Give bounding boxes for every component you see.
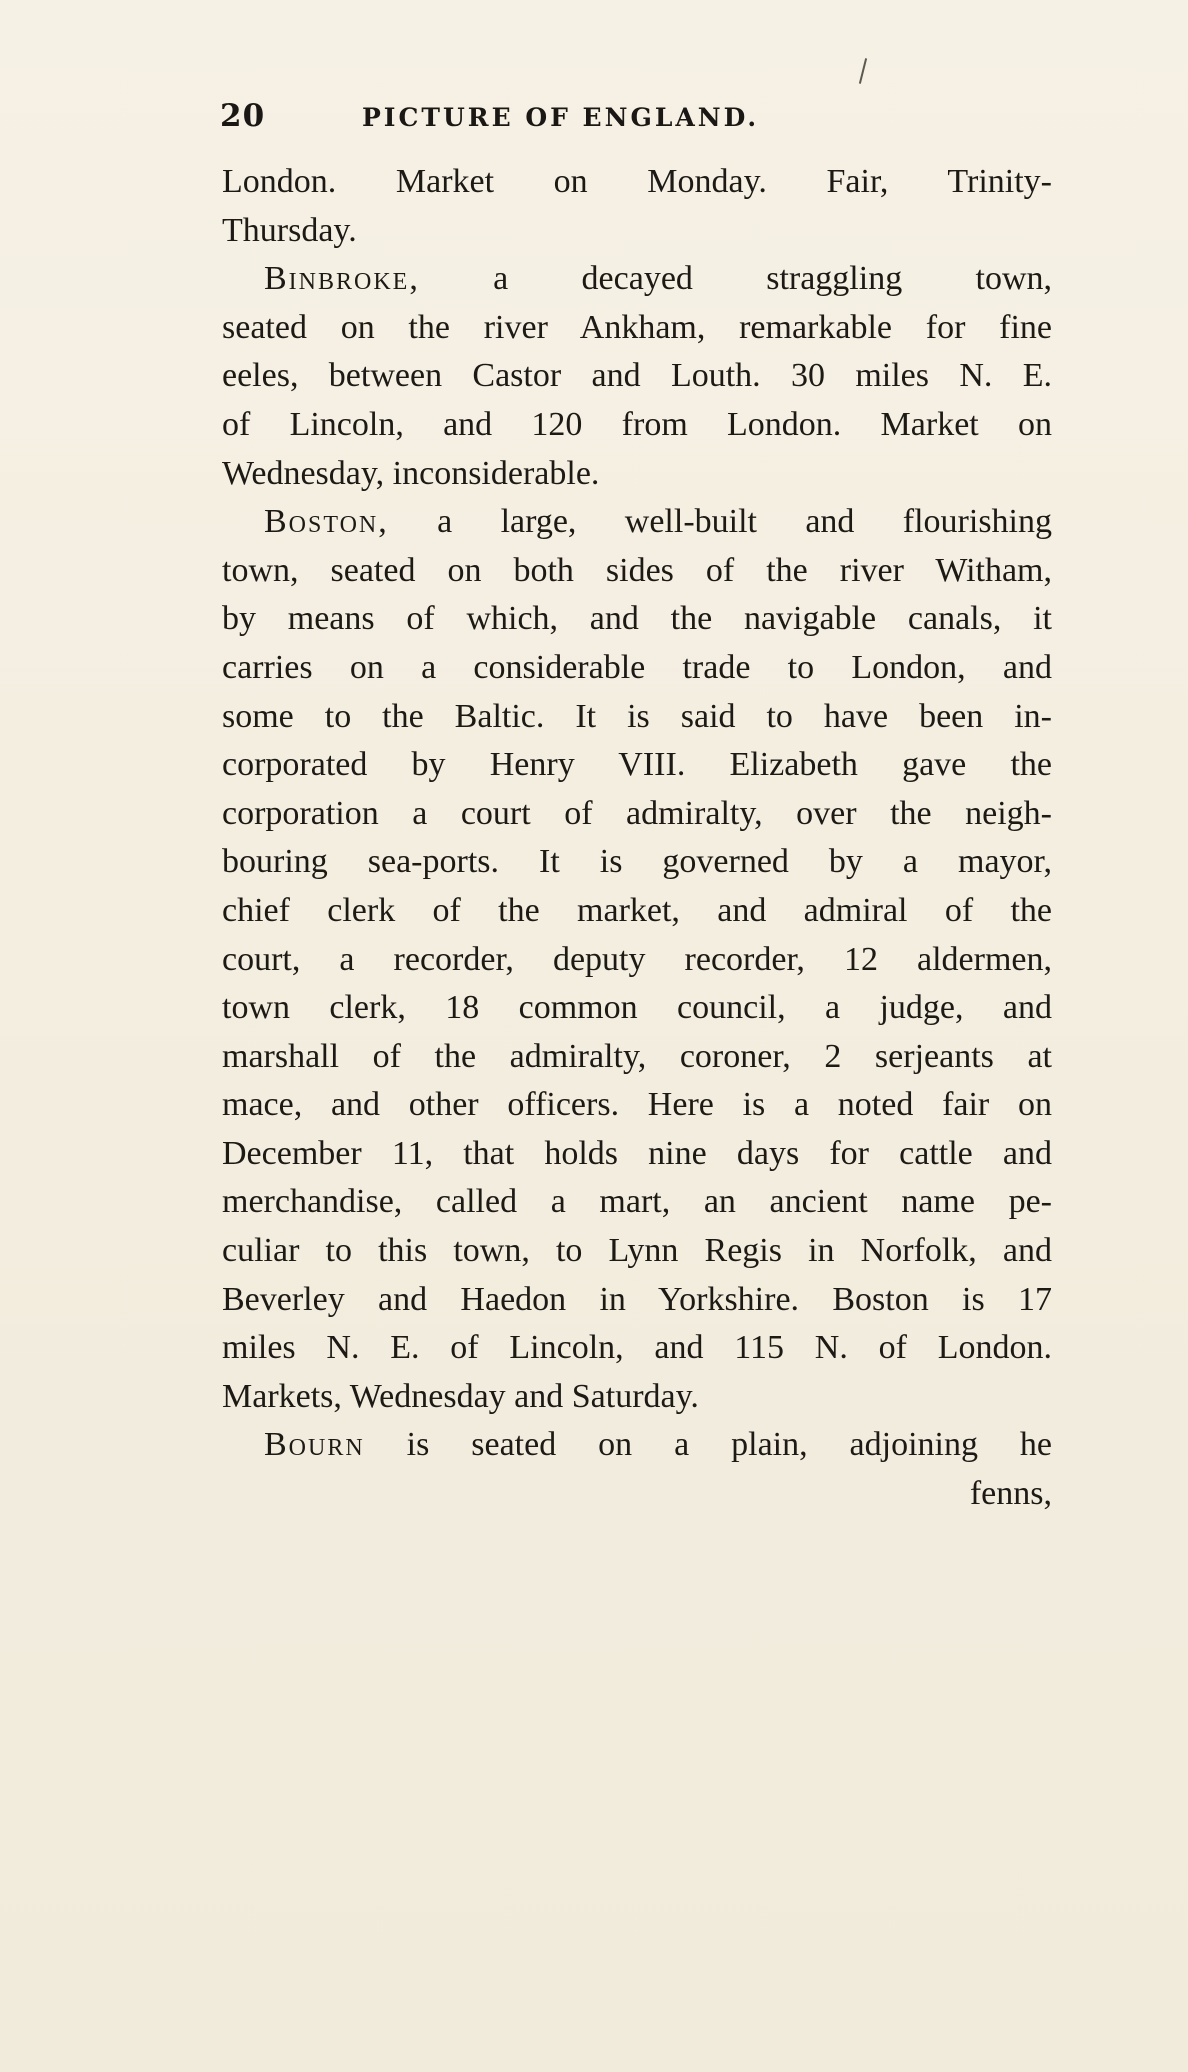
text-line: carries on a considerable trade to London, and (222, 648, 1052, 686)
headword-binbroke: Binbroke, (264, 260, 420, 298)
text-line: eeles, between Castor and Louth. 30 miles N. E. (222, 357, 1052, 395)
text-line: London. Market on Monday. Fair, Trinity- (222, 163, 1052, 200)
text-line: by means of which, and the navigable canals, it (222, 600, 1052, 638)
text-line: town clerk, 18 common council, a judge, and (222, 989, 1052, 1027)
text-line: chief clerk of the market, and admiral of the (222, 891, 1052, 929)
text-line: of Lincoln, and 120 from London. Market on (222, 405, 1052, 443)
text-line-content: is seated on a plain, adjoining he (406, 1426, 1053, 1464)
text-line: town, seated on both sides of the river Witham, (222, 551, 1052, 589)
headword-bourn: Bourn (264, 1426, 365, 1464)
text-line-content: a large, well-built and flourishing (437, 503, 1053, 541)
text-line: seated on the river Ankham, remarkable for fine (222, 308, 1052, 346)
text-line: bouring sea-ports. It is governed by a mayor, (222, 843, 1052, 881)
text-line: court, a recorder, deputy recorder, 12 aldermen, (222, 940, 1052, 978)
page-header (220, 98, 910, 148)
text-line: Thursday. (222, 211, 357, 249)
running-head: PICTURE OF ENGLAND. (362, 103, 760, 132)
text-line: marshall of the admiralty, coroner, 2 serjeants at (222, 1037, 1052, 1075)
text-line: mace, and other officers. Here is a noted fair on (222, 1086, 1052, 1124)
text-line: corporation a court of admiralty, over the neigh- (222, 794, 1052, 832)
text-line-bourn (222, 1421, 1052, 1470)
text-line: some to the Baltic. It is said to have been in- (222, 697, 1052, 735)
text-line: Beverley and Haedon in Yorkshire. Boston is 17 (222, 1280, 1052, 1318)
page-number: 20 (220, 98, 266, 134)
text-line-content: a decayed straggling town, (493, 260, 1053, 298)
text-line: miles N. E. of Lincoln, and 115 N. of London. (222, 1329, 1052, 1367)
text-line: corporated by Henry VIII. Elizabeth gave the (222, 746, 1052, 784)
body-text (222, 158, 1052, 1519)
ink-mark (859, 58, 867, 84)
text-line-binbroke (222, 255, 1052, 304)
text-line: December 11, that holds nine days for cattle and (222, 1134, 1052, 1172)
text-line: merchandise, called a mart, an ancient name pe- (222, 1183, 1052, 1221)
catchword: fenns, (969, 1475, 1052, 1513)
text-line: culiar to this town, to Lynn Regis in Norfolk, and (222, 1232, 1052, 1270)
text-line: Wednesday, inconsiderable. (222, 454, 600, 492)
headword-boston: Boston, (264, 503, 389, 541)
text-line-boston (222, 498, 1052, 547)
text-line: Markets, Wednesday and Saturday. (222, 1377, 699, 1415)
